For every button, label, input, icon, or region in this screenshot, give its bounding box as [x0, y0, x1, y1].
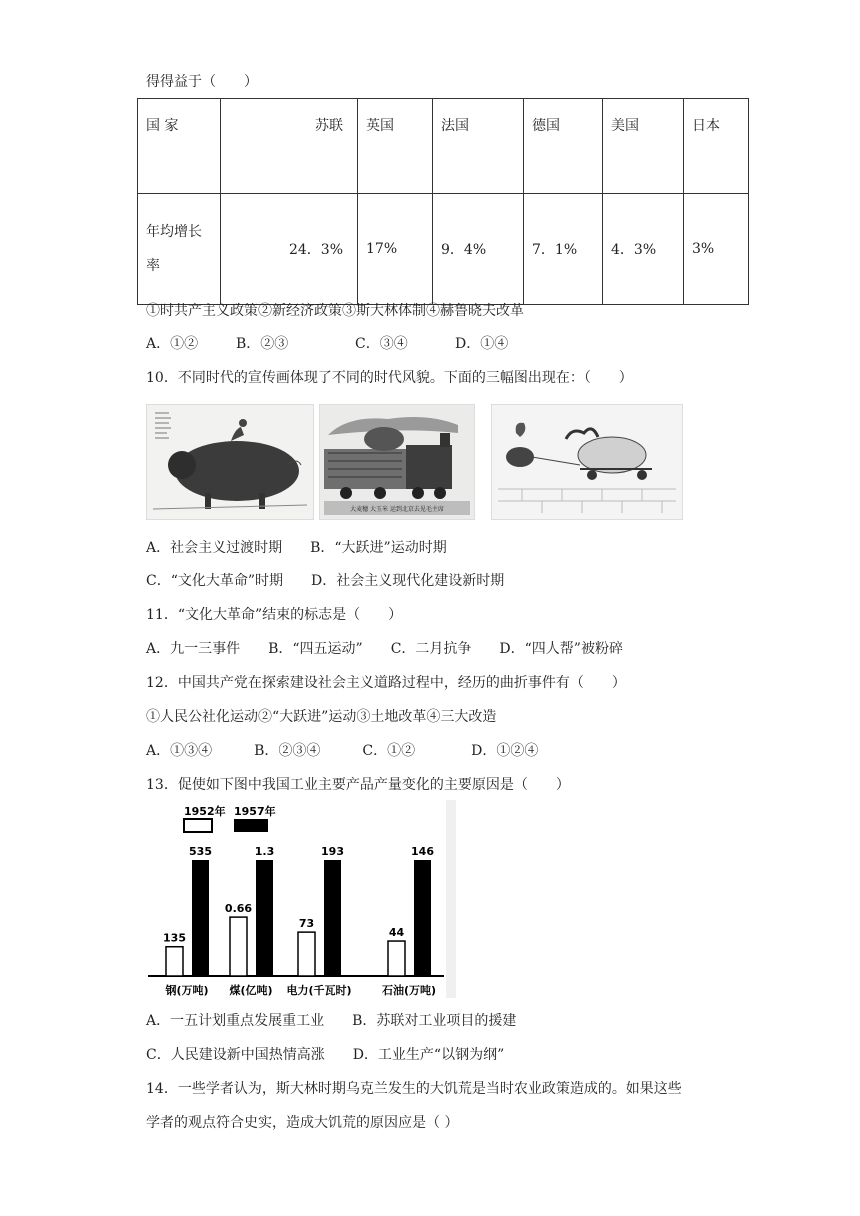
q11-stem: 11．“文化大革命”结束的标志是（ ）	[146, 607, 403, 623]
bar-value-label: 146	[411, 845, 434, 858]
growth-rate-table	[137, 98, 749, 305]
q9-option-a: A．①②	[146, 336, 199, 352]
category-label: 钢(万吨)	[165, 984, 209, 997]
table-row-label: 年均增长率	[138, 194, 221, 305]
q9-option-b: B．②③	[236, 336, 289, 352]
table-header-cell: 英国	[358, 99, 433, 194]
table-header-cell: 美国	[603, 99, 684, 194]
category-label: 电力(千瓦时)	[286, 984, 352, 997]
bar-value-label: 0.66	[224, 902, 253, 916]
bar-value-label: 193	[321, 845, 344, 858]
legend-swatch-1952	[184, 819, 212, 832]
q14-line1: 14．一些学者认为，斯大林时期乌克兰发生的大饥荒是当时农业政策造成的。如果这些	[146, 1081, 682, 1097]
table-cell: 3%	[684, 194, 749, 305]
q9-option-d: D．①④	[455, 336, 509, 352]
poster-ox-cart-image	[491, 404, 683, 520]
q14-line2: 学者的观点符合史实，造成大饥荒的原因应是（ ）	[146, 1115, 459, 1131]
q12-options: A．①③④ B．②③④ C．①② D．①②④	[146, 743, 539, 759]
bar-value-label: 73	[298, 917, 315, 931]
bar-value-label: 44	[388, 926, 405, 940]
q13-options-line2: C．人民建设新中国热情高涨 D．工业生产“以钢为纲”	[146, 1047, 505, 1063]
table-cell: 9．4%	[433, 194, 524, 305]
bar-1952	[230, 917, 247, 976]
q13-stem: 13．促使如下图中我国工业主要产品产量变化的主要原因是（ ）	[146, 777, 570, 793]
legend-swatch-1957	[234, 819, 268, 832]
table-cell: 24．3%	[221, 194, 358, 305]
legend-label-1952: 1952年	[184, 805, 226, 818]
production-bar-chart	[146, 800, 456, 998]
bar-1952	[388, 941, 405, 976]
poster-grain-train-image	[319, 404, 475, 520]
q9-option-c: C．③④	[355, 336, 408, 352]
q12-stem: 12．中国共产党在探索建设社会主义道路过程中，经历的曲折事件有（ ）	[146, 675, 626, 691]
bar-1952	[166, 947, 183, 976]
q10-options-line2: C．“文化大革命”时期 D．社会主义现代化建设新时期	[146, 573, 505, 589]
table-header-cell: 国 家	[138, 99, 221, 194]
category-label: 石油(万吨)	[381, 984, 437, 997]
table-row	[138, 194, 749, 305]
q10-stem: 10．不同时代的宣传画体现了不同的时代风貌。下面的三幅图出现在：（ ）	[146, 370, 633, 386]
table-header-cell: 德国	[524, 99, 603, 194]
bar-value-label: 135	[163, 931, 186, 945]
poster-big-pig-image	[146, 404, 314, 520]
category-label: 煤(亿吨)	[229, 984, 273, 997]
q11-options: A．九一三事件 B．“四五运动” C．二月抗争 D．“四人帮”被粉碎	[146, 641, 623, 657]
q13-options-line1: A．一五计划重点发展重工业 B．苏联对工业项目的援建	[146, 1013, 517, 1029]
q9-statements: ①时共产主义政策②新经济政策③斯大林体制④赫鲁晓夫改革	[146, 303, 524, 319]
bar-1957	[324, 860, 341, 976]
bar-value-label: 535	[189, 845, 212, 858]
q10-options-line1: A．社会主义过渡时期 B．“大跃进”运动时期	[146, 540, 447, 556]
table-header-cell: 日本	[684, 99, 749, 194]
bar-1957	[256, 860, 273, 976]
table-header-row	[138, 99, 749, 194]
bar-1952	[298, 932, 315, 976]
table-cell: 4．3%	[603, 194, 684, 305]
legend-label-1957: 1957年	[234, 805, 276, 818]
q9-stem-tail: 得得益于（ ）	[146, 74, 258, 90]
table-header-cell: 法国	[433, 99, 524, 194]
bar-1957	[192, 860, 209, 976]
table-header-cell: 苏联	[221, 99, 358, 194]
bar-1957	[414, 860, 431, 976]
table-cell: 17%	[358, 194, 433, 305]
bar-value-label: 1.3	[254, 845, 275, 858]
table-cell: 7．1%	[524, 194, 603, 305]
q12-statements: ①人民公社化运动②“大跃进”运动③土地改革④三大改造	[146, 709, 497, 725]
poster-caption: 大麦穗 大玉米 运到北京去见毛主席	[350, 506, 444, 513]
